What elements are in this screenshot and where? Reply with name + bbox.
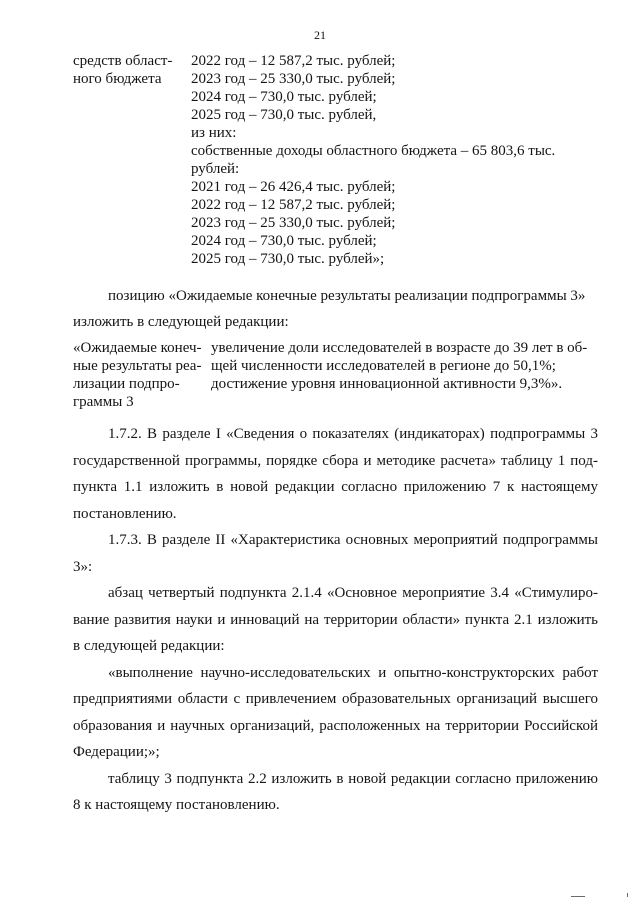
position-intro-line-1: позицию «Ожидаемые конечные результаты реализации подпрограммы 3»: [108, 288, 586, 304]
funding-line-8: 2021 год – 26 426,4 тыс. рублей;: [191, 179, 396, 195]
funding-line-2: 2023 год – 25 330,0 тыс. рублей;: [191, 71, 396, 87]
results-left-label-3: лизации подпро-: [73, 376, 180, 392]
paragraph-table3-line-2: 8 к настоящему постановлению.: [73, 797, 280, 813]
page-number: 21: [314, 28, 326, 42]
scan-speck: [571, 896, 585, 897]
section-172-line-1: 1.7.2. В разделе I «Сведения о показателях (индикаторах) подпрограммы 3: [108, 426, 598, 442]
funding-line-3: 2024 год – 730,0 тыс. рублей;: [191, 89, 377, 105]
paragraph-table3-line-1: таблицу 3 подпункта 2.2 изложить в новой редакции согласно приложению: [108, 771, 598, 787]
section-173-line-2: 3»:: [73, 559, 93, 575]
funding-line-11: 2024 год – 730,0 тыс. рублей;: [191, 233, 377, 249]
paragraph-abzac-line-3: в следующей редакции:: [73, 638, 225, 654]
paragraph-quote-line-2: предприятиями области с привлечением образовательных организаций высшего: [73, 691, 598, 707]
results-line-3: достижение уровня инновационной активности 9,3%».: [211, 376, 563, 392]
funding-line-9: 2022 год – 12 587,2 тыс. рублей;: [191, 197, 396, 213]
paragraph-quote-line-1: «выполнение научно-исследовательских и опытно-конструкторских работ: [108, 665, 598, 681]
section-172-line-3: пункта 1.1 изложить в новой редакции согласно приложению 7 к настоящему: [73, 479, 598, 495]
scan-speck: [627, 893, 628, 897]
section-173-line-1: 1.7.3. В разделе II «Характеристика основных мероприятий подпрограммы: [108, 532, 598, 548]
funding-line-12: 2025 год – 730,0 тыс. рублей»;: [191, 251, 385, 267]
section-172-line-2: государственной программы, порядке сбора и методике расчета» таблицу 1 под-: [73, 453, 598, 469]
position-intro-line-2: изложить в следующей редакции:: [73, 314, 289, 330]
results-left-label-4: граммы 3: [73, 394, 134, 410]
paragraph-quote-line-3: образования и научных организаций, расположенных на территории Российской: [73, 718, 598, 734]
paragraph-abzac-line-2: вание развития науки и инноваций на территории области» пункта 2.1 изложить: [73, 612, 598, 628]
funding-left-label-1: средств област-: [73, 53, 173, 69]
funding-line-4: 2025 год – 730,0 тыс. рублей,: [191, 107, 377, 123]
results-line-2: щей численности исследователей в регионе до 50,1%;: [211, 358, 556, 374]
results-line-1: увеличение доли исследователей в возрасте до 39 лет в об-: [211, 340, 588, 356]
results-left-label-2: ные результаты реа-: [73, 358, 202, 374]
section-172-line-4: постановлению.: [73, 506, 177, 522]
funding-line-1: 2022 год – 12 587,2 тыс. рублей;: [191, 53, 396, 69]
results-left-label-1: «Ожидаемые конеч-: [73, 340, 202, 356]
funding-line-7: рублей:: [191, 161, 240, 177]
funding-line-6: собственные доходы областного бюджета – 65 803,6 тыс.: [191, 143, 556, 159]
paragraph-quote-line-4: Федерации;»;: [73, 744, 160, 760]
funding-left-label-2: ного бюджета: [73, 71, 162, 87]
paragraph-abzac-line-1: абзац четвертый подпункта 2.1.4 «Основное мероприятие 3.4 «Стимулиро-: [108, 585, 598, 601]
funding-line-5: из них:: [191, 125, 237, 141]
funding-line-10: 2023 год – 25 330,0 тыс. рублей;: [191, 215, 396, 231]
